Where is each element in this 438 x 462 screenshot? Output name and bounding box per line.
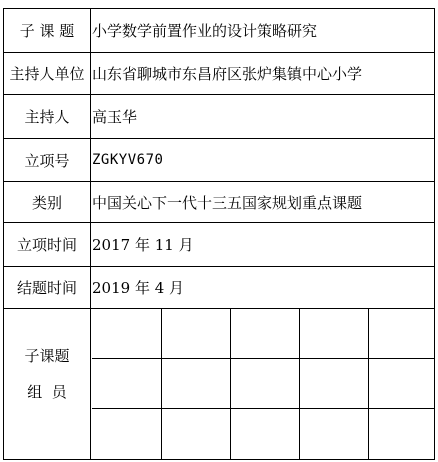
label-category: 类别 (4, 182, 91, 222)
label-host: 主持人 (4, 95, 91, 138)
value-host: 高玉华 (92, 108, 138, 126)
members-grid-col-divider (299, 309, 300, 459)
value-project-number: ZGKYV670 (92, 152, 164, 168)
row-category (4, 182, 434, 223)
label-project-number: 立项号 (4, 139, 91, 181)
members-label (4, 309, 91, 459)
members-grid-col-divider (161, 309, 162, 459)
project-info-table (3, 8, 435, 460)
members-grid-col-divider (368, 309, 369, 459)
members-grid-row-divider (92, 408, 434, 409)
label-host-unit: 主持人单位 (4, 53, 91, 94)
value-start-date: 2017 年 11 月 (92, 236, 194, 254)
value-subtopic: 小学数学前置作业的设计策略研究 (92, 22, 318, 40)
row-host (4, 95, 434, 139)
row-end-date (4, 267, 434, 309)
members-grid-col-divider (230, 309, 231, 459)
label-end-date: 结题时间 (4, 267, 91, 308)
label-subtopic: 子 课 题 (4, 9, 91, 52)
value-host-unit: 山东省聊城市东昌府区张炉集镇中心小学 (92, 65, 363, 83)
value-category: 中国关心下一代十三五国家规划重点课题 (92, 193, 363, 212)
row-start-date (4, 223, 434, 267)
row-project-number (4, 139, 434, 182)
members-label-line1: 子课题 (24, 347, 70, 365)
row-host-unit (4, 53, 434, 95)
members-label-line2: 组 员 (27, 383, 67, 401)
row-subtopic (4, 9, 434, 53)
members-grid-row-divider (92, 358, 434, 359)
members-grid (92, 309, 434, 459)
value-end-date: 2019 年 4 月 (92, 279, 185, 297)
label-start-date: 立项时间 (4, 223, 91, 266)
